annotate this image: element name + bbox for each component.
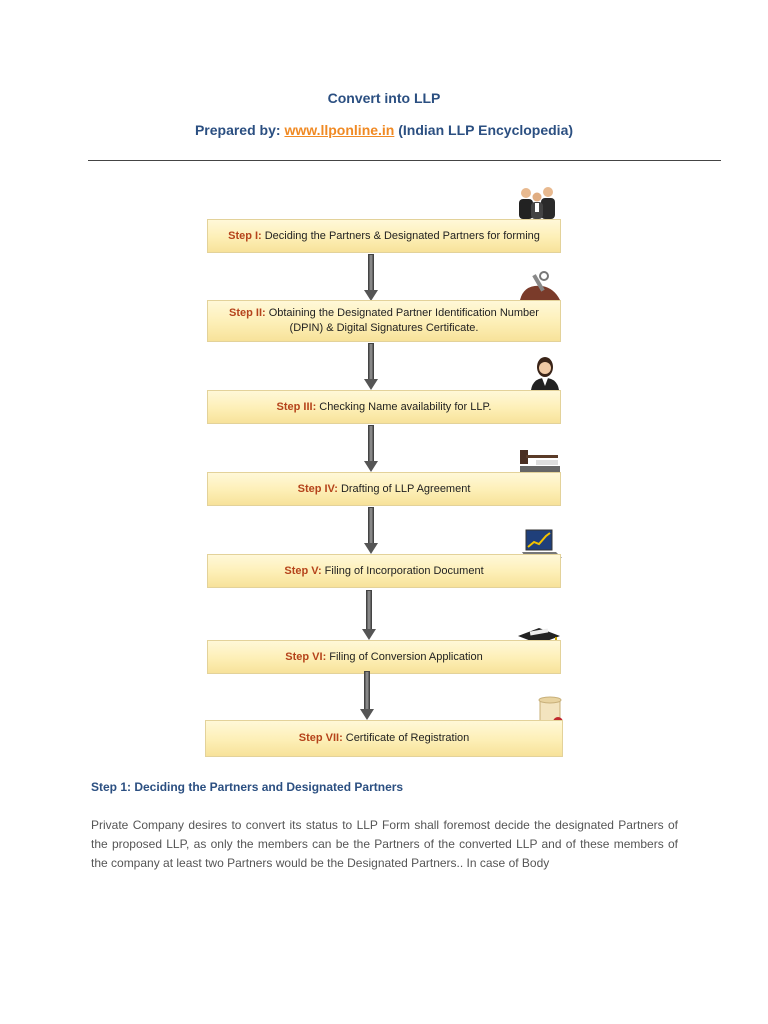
step-5-tag: Step V: [284, 564, 322, 577]
website-link[interactable]: www.llponline.in [284, 122, 395, 138]
arrow-4-5 [364, 507, 378, 554]
arrow-2-3 [364, 343, 378, 390]
step-6-text: Filing of Conversion Application [329, 650, 483, 663]
prepared-by-line [0, 122, 768, 138]
arrow-6-7 [360, 671, 374, 720]
arrow-1-2 [364, 254, 378, 301]
step-4-text: Drafting of LLP Agreement [340, 482, 471, 495]
step-7-tag: Step VII: [298, 732, 343, 745]
step-1-box [207, 219, 561, 253]
step-5-text: Filing of Incorporation Document [324, 564, 484, 577]
body-paragraph: Private Company desires to convert its status to LLP Form shall foremost decide the designated Partners of the proposed LLP, as only the members can be the Partners of the converted LLP and of these members of the company at least two Partners would be the Designated Partners.. In case of Body [91, 818, 678, 870]
document-title: Convert into LLP [327, 90, 441, 106]
arrow-3-4 [364, 425, 378, 472]
gavel-icon [516, 446, 562, 472]
key-icon [514, 270, 562, 300]
businesswoman-icon [528, 356, 562, 390]
step-5-box [207, 554, 561, 588]
business-people-icon [514, 185, 562, 219]
step-1-text: Deciding the Partners & Designated Partners for forming [264, 229, 540, 242]
step-3-box [207, 390, 561, 424]
step-2-box [207, 300, 561, 342]
section-heading: Step 1: Deciding the Partners and Designated Partners [91, 780, 404, 794]
step-3-tag: Step III: [276, 400, 317, 413]
step-3-text: Checking Name availability for LLP. [319, 400, 492, 413]
step-2-text: Obtaining the Designated Partner Identification Number [268, 307, 539, 320]
step-2-text-line2: (DPIN) & Digital Signatures Certificate. [289, 322, 479, 334]
arrow-5-6 [362, 590, 376, 640]
step-4-tag: Step IV: [297, 482, 338, 495]
step-7-box [205, 720, 563, 757]
step-6-box [207, 640, 561, 674]
step-1-tag: Step I: [228, 229, 262, 242]
step-2-tag: Step II: [229, 307, 266, 320]
step-4-box [207, 472, 561, 506]
step-7-text: Certificate of Registration [345, 732, 470, 745]
prepared-by-label: Prepared by: [194, 122, 281, 138]
horizontal-rule [88, 160, 721, 161]
encyclopedia-label: (Indian LLP Encyclopedia) [398, 122, 574, 138]
step-6-tag: Step VI: [285, 650, 327, 663]
